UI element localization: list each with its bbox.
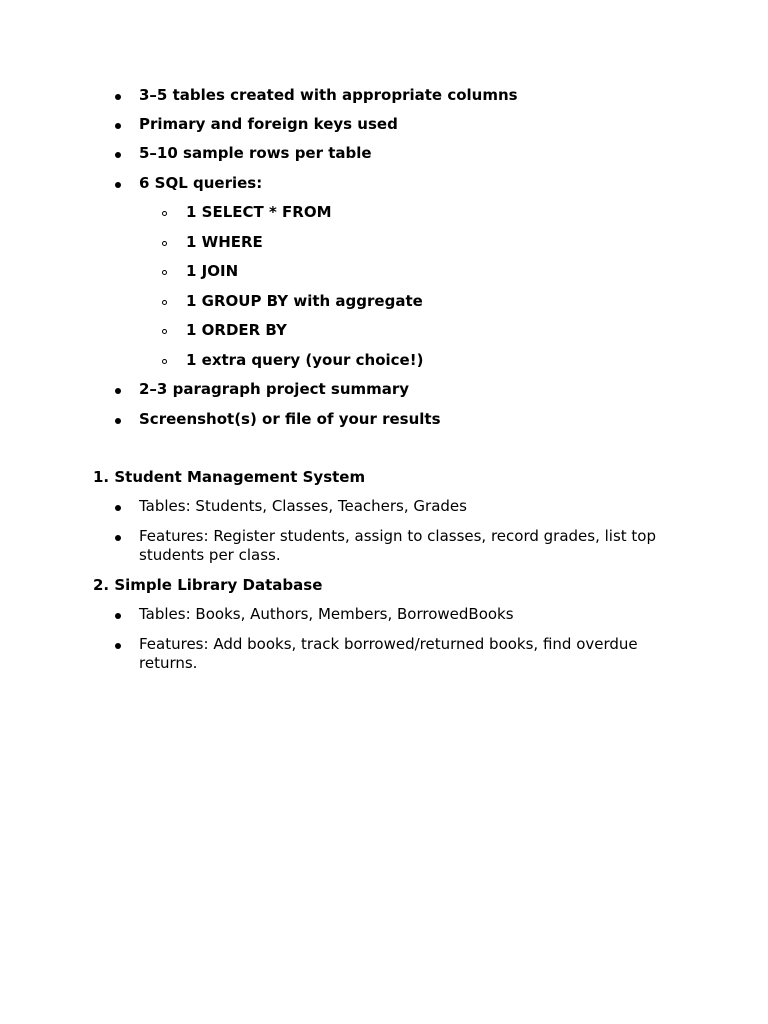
bullet-icon bbox=[115, 643, 121, 649]
sub-bullet-icon bbox=[162, 300, 167, 305]
bullet-icon bbox=[115, 152, 121, 158]
bullet-icon bbox=[115, 123, 121, 129]
query-item: 1 SELECT * FROM bbox=[186, 203, 332, 221]
requirement-item: Primary and foreign keys used bbox=[139, 115, 398, 133]
requirement-item: 2–3 paragraph project summary bbox=[139, 380, 410, 398]
sub-bullet-icon bbox=[162, 329, 167, 334]
query-item: 1 extra query (your choice!) bbox=[186, 351, 424, 369]
requirement-item: 6 SQL queries: bbox=[139, 174, 263, 192]
sub-bullet-icon bbox=[162, 359, 167, 364]
requirement-item: Screenshot(s) or file of your results bbox=[139, 410, 441, 428]
bullet-icon bbox=[115, 505, 121, 511]
bullet-icon bbox=[115, 94, 121, 100]
project-title: 1. Student Management System bbox=[93, 468, 366, 486]
bullet-icon bbox=[115, 535, 121, 541]
requirement-item: 3–5 tables created with appropriate columns bbox=[139, 86, 518, 104]
project-features: Features: Add books, track borrowed/returned books, find overdue returns. bbox=[139, 635, 638, 672]
query-item: 1 GROUP BY with aggregate bbox=[186, 292, 423, 310]
sub-bullet-icon bbox=[162, 241, 167, 246]
project-tables: Tables: Books, Authors, Members, BorrowedBooks bbox=[139, 605, 514, 623]
query-item: 1 JOIN bbox=[186, 262, 239, 280]
query-item: 1 ORDER BY bbox=[186, 321, 287, 339]
query-item: 1 WHERE bbox=[186, 233, 263, 251]
bullet-icon bbox=[115, 182, 121, 188]
bullet-icon bbox=[115, 418, 121, 424]
project-tables: Tables: Students, Classes, Teachers, Grades bbox=[139, 497, 467, 515]
project-title: 2. Simple Library Database bbox=[93, 576, 323, 594]
project-features: Features: Register students, assign to classes, record grades, list top students per class. bbox=[139, 527, 657, 564]
requirement-item: 5–10 sample rows per table bbox=[139, 144, 372, 162]
bullet-icon bbox=[115, 613, 121, 619]
bullet-icon bbox=[115, 388, 121, 394]
sub-bullet-icon bbox=[162, 211, 167, 216]
sub-bullet-icon bbox=[162, 270, 167, 275]
